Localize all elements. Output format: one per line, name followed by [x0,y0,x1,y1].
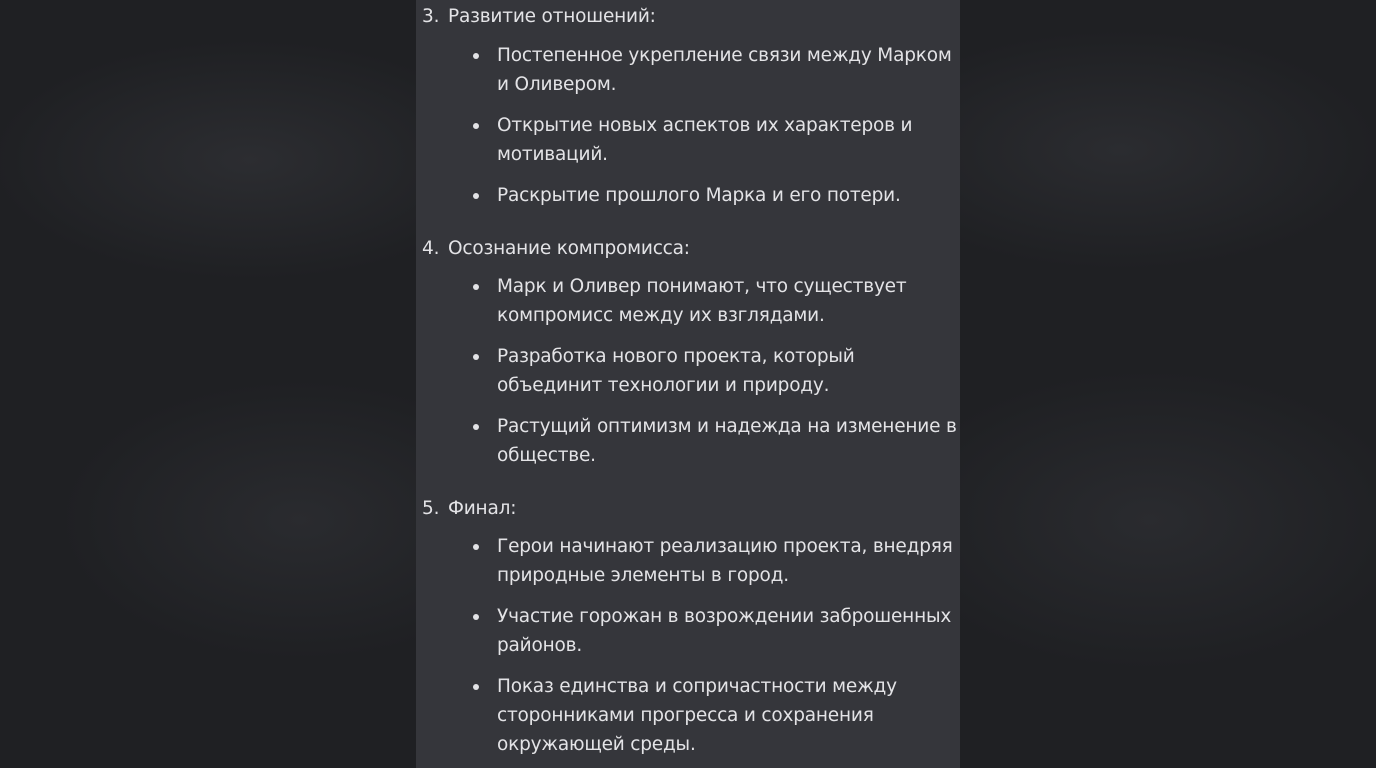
list-item-text: Открытие новых аспектов их характеров и мотиваций. [497,115,913,165]
list-item-text: Разработка нового проекта, который объединит технологии и природу. [497,346,855,396]
bullet-icon [473,424,479,430]
bullet-icon [473,193,479,199]
section-title: Осознание компромисса: [448,238,690,259]
list-item [497,672,957,759]
bullet-icon [473,684,479,690]
list-item-text: Раскрытие прошлого Марка и его потери. [497,185,901,206]
section-number: 3. [422,6,440,27]
list-item-text: Показ единства и сопричастности между сторонниками прогресса и сохранения окружающей среды. [497,676,897,755]
list-item [497,111,957,169]
list-item [497,412,957,470]
list-item [497,272,957,330]
list-item [497,342,957,400]
bullet-icon [473,614,479,620]
list-item [497,181,957,210]
section-heading [422,6,656,27]
list-item [497,532,957,590]
list-item [497,41,957,99]
list-item-text: Герои начинают реализацию проекта, внедряя природные элементы в город. [497,536,953,586]
section-number: 5. [422,498,440,519]
list-item-text: Марк и Оливер понимают, что существует компромисс между их взглядами. [497,276,907,326]
bullet-icon [473,284,479,290]
bullet-icon [473,53,479,59]
section-heading [422,498,516,519]
list-item-text: Участие горожан в возрождении заброшенных районов. [497,606,952,656]
bullet-icon [473,354,479,360]
chat-message-panel [416,0,960,768]
section-heading [422,238,690,259]
section-title: Развитие отношений: [448,6,656,27]
section-number: 4. [422,238,440,259]
list-item [497,602,957,660]
bullet-icon [473,123,479,129]
bullet-icon [473,544,479,550]
section-title: Финал: [448,498,517,519]
list-item-text: Постепенное укрепление связи между Марком и Оливером. [497,45,952,95]
list-item-text: Растущий оптимизм и надежда на изменение в обществе. [497,416,957,466]
